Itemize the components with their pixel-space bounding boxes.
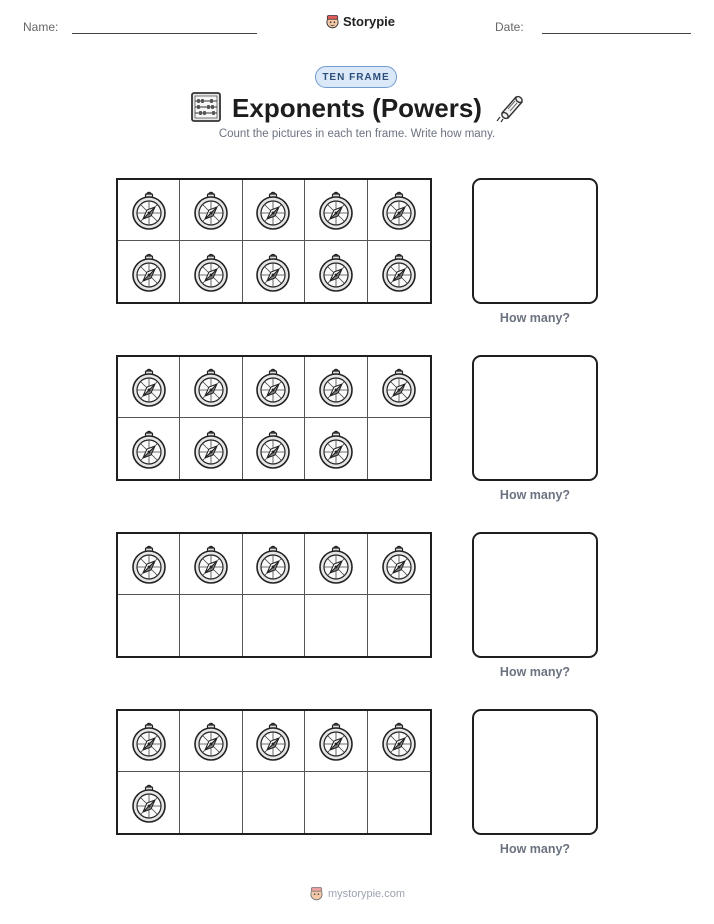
compass-icon: [192, 189, 230, 231]
compass-icon: [317, 428, 355, 470]
ten-frame-cell: [368, 595, 430, 656]
ten-frame-cell: [368, 418, 430, 479]
compass-icon: [130, 428, 168, 470]
date-line[interactable]: [542, 33, 691, 34]
ten-frame-cell: [368, 180, 430, 241]
answer-box[interactable]: [472, 532, 598, 658]
ten-frame: [116, 355, 432, 481]
how-many-label: How many?: [499, 311, 571, 325]
ten-frame-cell: [305, 357, 367, 418]
how-many-label: How many?: [499, 665, 571, 679]
ten-frame-cell: [243, 357, 305, 418]
compass-icon: [317, 720, 355, 762]
compass-icon: [317, 251, 355, 293]
compass-icon: [192, 251, 230, 293]
compass-icon: [254, 428, 292, 470]
ten-frame-cell: [180, 595, 242, 656]
compass-icon: [254, 189, 292, 231]
compass-icon: [380, 720, 418, 762]
how-many-label: How many?: [499, 842, 571, 856]
ten-frame-cell: [118, 180, 180, 241]
compass-icon: [130, 720, 168, 762]
ten-frame-cell: [305, 418, 367, 479]
compass-icon: [317, 543, 355, 585]
compass-icon: [254, 251, 292, 293]
answer-box[interactable]: [472, 709, 598, 835]
ten-frame-cell: [180, 772, 242, 833]
ten-frame-cell: [243, 180, 305, 241]
ten-frame-cell: [180, 711, 242, 772]
name-label: Name:: [23, 20, 59, 34]
abacus-icon: [190, 91, 222, 123]
instructions: Count the pictures in each ten frame. Write how many.: [218, 128, 496, 140]
ten-frame-cell: [118, 534, 180, 595]
ten-frame-cell: [180, 418, 242, 479]
brand-name: Storypie: [343, 14, 396, 29]
compass-icon: [380, 251, 418, 293]
compass-icon: [254, 366, 292, 408]
ten-frame-cell: [368, 772, 430, 833]
compass-icon: [130, 189, 168, 231]
ten-frame-cell: [118, 357, 180, 418]
ten-frame-cell: [180, 357, 242, 418]
ten-frame-cell: [180, 241, 242, 302]
compass-icon: [192, 720, 230, 762]
mascot-icon: [309, 886, 324, 901]
ten-frame-cell: [368, 241, 430, 302]
name-line[interactable]: [72, 33, 257, 34]
ten-frame: [116, 532, 432, 658]
ten-frame-cell: [243, 772, 305, 833]
mascot-icon: [325, 14, 340, 29]
ten-frame-cell: [118, 595, 180, 656]
ten-frame-cell: [305, 711, 367, 772]
compass-icon: [254, 720, 292, 762]
ten-frame-cell: [243, 418, 305, 479]
ten-frame-cell: [243, 711, 305, 772]
compass-icon: [192, 366, 230, 408]
ten-frame-cell: [118, 772, 180, 833]
footer: [0, 886, 714, 901]
compass-icon: [254, 543, 292, 585]
ten-frame-cell: [180, 534, 242, 595]
footer-site[interactable]: mystorypie.com: [327, 887, 406, 900]
brand-logo: [325, 14, 395, 29]
compass-icon: [130, 782, 168, 824]
ten-frame-cell: [118, 418, 180, 479]
ten-frame-cell: [305, 595, 367, 656]
ten-frame-cell: [368, 711, 430, 772]
answer-box[interactable]: [472, 178, 598, 304]
compass-icon: [380, 366, 418, 408]
ten-frame-cell: [243, 595, 305, 656]
ten-frame-cell: [305, 241, 367, 302]
compass-icon: [380, 543, 418, 585]
compass-icon: [192, 428, 230, 470]
ten-frame-cell: [305, 180, 367, 241]
compass-icon: [380, 189, 418, 231]
ten-frame-cell: [305, 534, 367, 595]
ten-frame-cell: [118, 241, 180, 302]
compass-icon: [130, 366, 168, 408]
how-many-label: How many?: [499, 488, 571, 502]
answer-box[interactable]: [472, 355, 598, 481]
date-label: Date:: [495, 20, 524, 34]
compass-icon: [130, 543, 168, 585]
scroll-icon: [494, 91, 526, 123]
ten-frame-cell: [368, 534, 430, 595]
compass-icon: [192, 543, 230, 585]
ten-frame: [116, 709, 432, 835]
compass-icon: [317, 189, 355, 231]
ten-frame-cell: [305, 772, 367, 833]
ten-frame: [116, 178, 432, 304]
ten-frame-cell: [118, 711, 180, 772]
compass-icon: [130, 251, 168, 293]
compass-icon: [317, 366, 355, 408]
ten-frame-cell: [243, 534, 305, 595]
title-row: [190, 91, 530, 125]
ten-frame-cell: [368, 357, 430, 418]
page-title: Exponents (Powers): [232, 93, 482, 123]
ten-frame-cell: [243, 241, 305, 302]
ten-frame-cell: [180, 180, 242, 241]
topic-badge: TEN FRAME: [315, 66, 397, 88]
